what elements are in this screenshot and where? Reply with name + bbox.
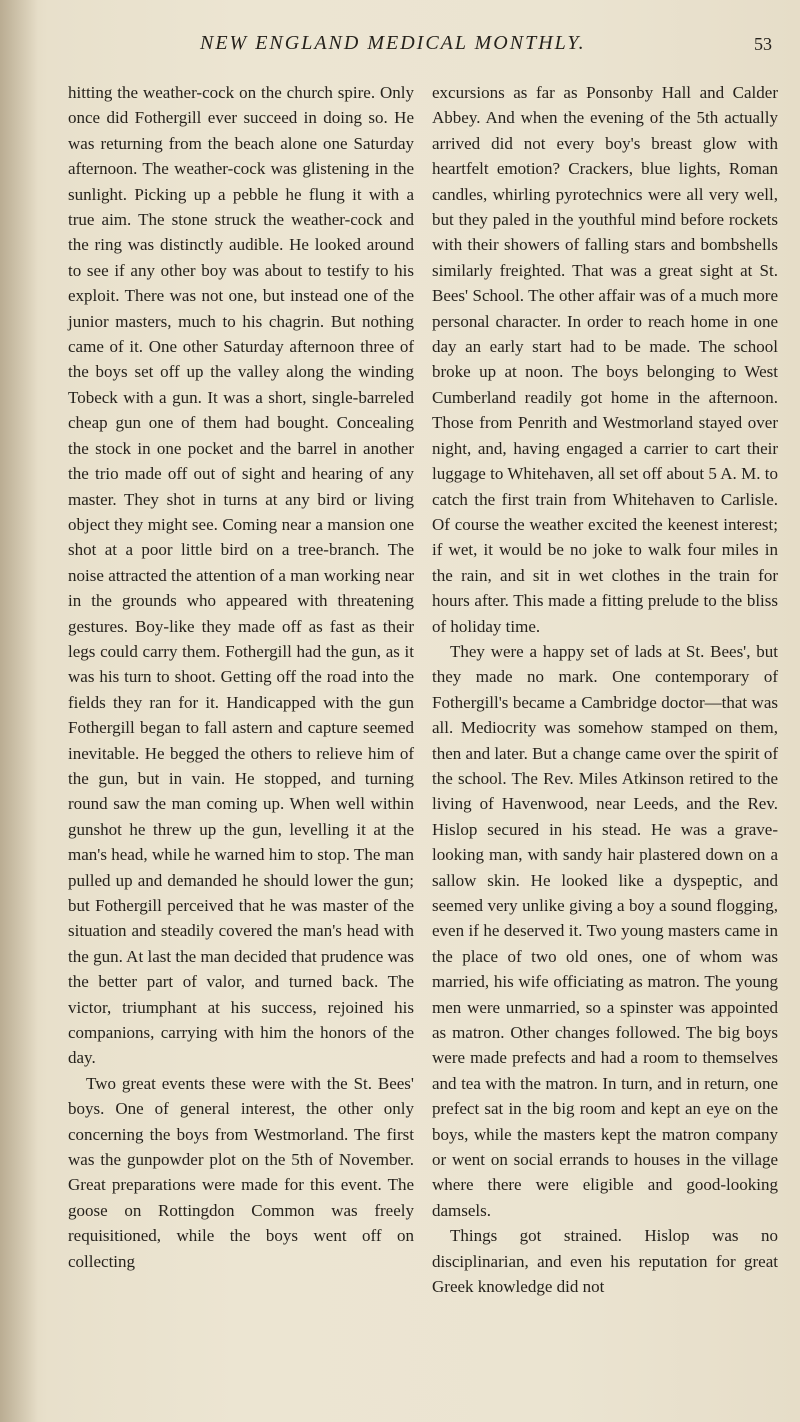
left-column [68,80,414,1300]
right-paragraph-1: excursions as far as Ponsonby Hall and Calder Abbey. And when the evening of the 5th actually arrived did not every boy's breast glow with heartfelt emotion? Crackers, blue lights, Roman candles, whirling pyrotechnics were all very well, but they paled in the youthful mind before rockets with their showers of falling stars and bombshells similarly freighted. That was a great sight at St. Bees' School. The other affair was of a much more personal character. In order to reach home in one day an early start had to be made. The school broke up at noon. The boys belonging to West Cumberland readily got home in the afternoon. Those from Penrith and Westmorland stayed over night, and, having engaged a carrier to cart their luggage to Whitehaven, all set off about 5 A. M. to catch the first train from Whitehaven to Carlisle. Of course the weather excited the keenest interest; if wet, it would be no joke to walk four miles in the rain, and sit in wet clothes in the train for hours after. This made a fitting prelude to the bliss of holiday time. [432,83,778,636]
page-header [60,32,772,66]
right-paragraph-3: Things got strained. Hislop was no disciplinarian, and even his reputation for great Greek knowledge did not [432,1226,778,1297]
left-paragraph-1: hitting the weather-cock on the church spire. Only once did Fothergill ever succeed in doing so. He was returning from the beach alone one Saturday afternoon. The weather-cock was glistening in the sunlight. Picking up a pebble he flung it with a true aim. The stone struck the weather-cock and the ring was distinctly audible. He looked around to see if any other boy was about to testify to his exploit. There was not one, but instead one of the junior masters, much to his chagrin. But nothing came of it. One other Saturday afternoon three of the boys set off up the valley along the winding Tobeck with a gun. It was a short, single-barreled cheap gun one of them had bought. Concealing the stock in one pocket and the barrel in another the trio made off out of sight and hearing of any master. They shot in turns at any bird or living object they might see. Coming near a mansion one shot at a poor little bird on a tree-branch. The noise attracted the attention of a man working near in the grounds who appeared with threatening gestures. Boy-like they made off as fast as their legs could carry them. Fothergill had the gun, as it was his turn to shoot. Getting off the road into the fields they ran for it. Handicapped with the gun Fothergill began to fall astern and capture seemed inevitable. He begged the others to relieve him of the gun, but in vain. He stopped, and turning round saw the man coming up. When well within gunshot he threw up the gun, levelling it at the man's head, while he warned him to stop. The man pulled up and demanded he should lower the gun; but Fothergill perceived that he was master of the situation and steadily covered the man's head with the gun. At last the man decided that prudence was the better part of valor, and turned back. The victor, triumphant at his success, rejoined his companions, carrying with him the honors of the day. [68,83,414,1068]
spine-shadow [0,0,38,1422]
right-paragraph-2: They were a happy set of lads at St. Bees', but they made no mark. One contemporary of Fothergill's became a Cambridge doctor—that was all. Mediocrity was somehow stamped on them, then and later. But a change came over the spirit of the school. The Rev. Miles Atkinson retired to the living of Havenwood, near Leeds, and the Rev. Hislop secured in his stead. He was a grave-looking man, with sandy hair plastered down on a sallow skin. He looked like a dyspeptic, and seemed very unlike giving a boy a sound flogging, even if he deserved it. Two young masters came in the place of two old ones, one of whom was married, his wife officiating as matron. The young men were unmarried, so a spinster was appointed as matron. Other changes followed. The big boys were made prefects and had a room to themselves and tea with the matron. In turn, and in return, one prefect sat in the big room and kept an eye on the boys, while the masters kept the matron company or went on social errands to houses in the village where there were eligible and good-looking damsels. [432,641,779,1220]
right-column [432,80,778,1300]
page-number: 53 [754,34,772,54]
left-paragraph-2: Two great events these were with the St. Bees' boys. One of general interest, the other only concerning the boys from Westmorland. The first was the gunpowder plot on the 5th of November. Great preparations were made for this event. The goose on Rottingdon Common was freely requisitioned, while the boys went off on collecting [68,1073,414,1271]
running-title: NEW ENGLAND MEDICAL MONTHLY. [200,32,586,54]
text-columns [68,80,778,1300]
